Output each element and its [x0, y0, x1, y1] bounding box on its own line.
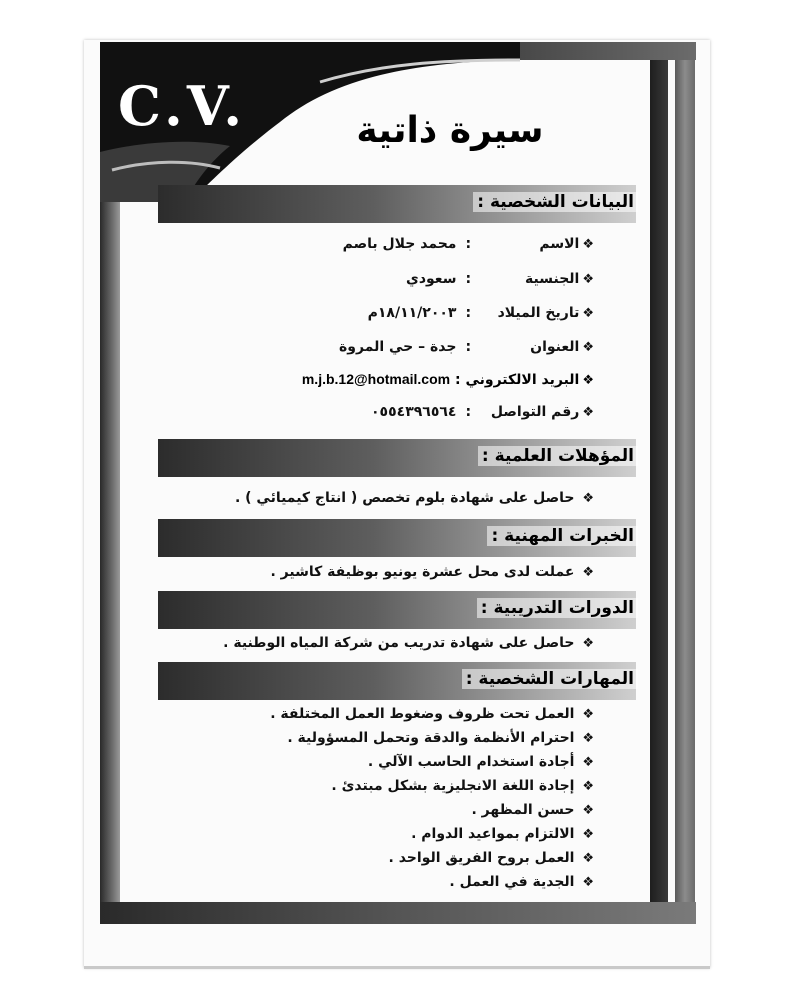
frame-bottom-bar [100, 902, 696, 924]
list-item: ❖ العمل بروح الفريق الواحد . [388, 850, 594, 866]
frame-left-bar [100, 185, 120, 905]
bullet-icon: ❖ [582, 405, 594, 420]
field-name: ❖الاسم: محمد جلال باصم [342, 236, 594, 252]
section-title-experience: الخبرات المهنية : [487, 526, 638, 546]
page-edge [84, 966, 710, 969]
list-item: ❖ إجادة اللغة الانجليزية بشكل مبتدئ . [331, 778, 594, 794]
list-item: ❖ أجادة استخدام الحاسب الآلي . [367, 754, 594, 770]
cv-label: C.V. [118, 74, 247, 138]
bullet-icon: ❖ [582, 803, 594, 818]
list-item: ❖ احترام الأنظمة والدقة وتحمل المسؤولية . [287, 730, 594, 746]
field-email: ❖البريد الالكتروني : m.j.b.12@hotmail.com [301, 371, 594, 388]
page-title: سيرة ذاتية [356, 110, 544, 151]
bullet-icon: ❖ [582, 827, 594, 842]
list-item: ❖ العمل تحت ظروف وضغوط العمل المختلفة . [270, 706, 594, 722]
field-nationality: ❖الجنسية: سعودي [406, 271, 594, 287]
bullet-icon: ❖ [582, 340, 594, 355]
section-title-qualifications: المؤهلات العلمية : [478, 446, 638, 466]
section-header-qualifications [158, 439, 636, 477]
list-item: ❖ عملت لدى محل عشرة يونيو بوظيفة كاشير . [270, 564, 594, 580]
field-value: محمد جلال باصم [342, 236, 457, 252]
section-title-skills: المهارات الشخصية : [462, 669, 638, 689]
field-value: ١٨/١١/٢٠٠٣م [367, 305, 457, 321]
section-header-experience [158, 519, 636, 557]
list-item: ❖ حسن المظهر . [471, 802, 594, 818]
bullet-icon: ❖ [582, 731, 594, 746]
field-birthdate: ❖تاريخ الميلاد: ١٨/١١/٢٠٠٣م [367, 305, 594, 321]
bullet-icon: ❖ [582, 272, 594, 287]
field-phone: ❖رقم التواصل: ٠٥٥٤٣٩٦٥٦٤ [371, 404, 594, 420]
field-value: m.j.b.12@hotmail.com [301, 371, 451, 387]
bullet-icon: ❖ [582, 306, 594, 321]
section-header-skills [158, 662, 636, 700]
bullet-icon: ❖ [582, 707, 594, 722]
field-value: ٠٥٥٤٣٩٦٥٦٤ [371, 404, 457, 420]
bullet-icon: ❖ [582, 373, 594, 388]
bullet-icon: ❖ [582, 565, 594, 580]
section-header-courses [158, 591, 636, 629]
field-value: سعودي [406, 271, 457, 287]
bullet-icon: ❖ [582, 636, 594, 651]
list-item: ❖ الالتزام بمواعيد الدوام . [411, 826, 594, 842]
section-title-courses: الدورات التدريبية : [477, 598, 638, 618]
list-item: ❖ الجدية في العمل . [449, 874, 594, 890]
bullet-icon: ❖ [582, 755, 594, 770]
list-item: ❖ حاصل على شهادة بلوم تخصص ( انتاج كيميائي ) . [234, 490, 594, 506]
bullet-icon: ❖ [582, 491, 594, 506]
list-item: ❖ حاصل على شهادة تدريب من شركة المياه الوطنية . [223, 635, 594, 651]
bullet-icon: ❖ [582, 237, 594, 252]
section-header-personal [158, 185, 636, 223]
section-title-personal: البيانات الشخصية : [473, 192, 638, 212]
field-address: ❖العنوان: جدة – حي المروة [339, 339, 594, 355]
field-value: جدة – حي المروة [339, 339, 457, 355]
frame-right-inner-bar [650, 60, 668, 905]
frame-right-outer-bar [675, 60, 695, 905]
bullet-icon: ❖ [582, 779, 594, 794]
bullet-icon: ❖ [582, 875, 594, 890]
bullet-icon: ❖ [582, 851, 594, 866]
